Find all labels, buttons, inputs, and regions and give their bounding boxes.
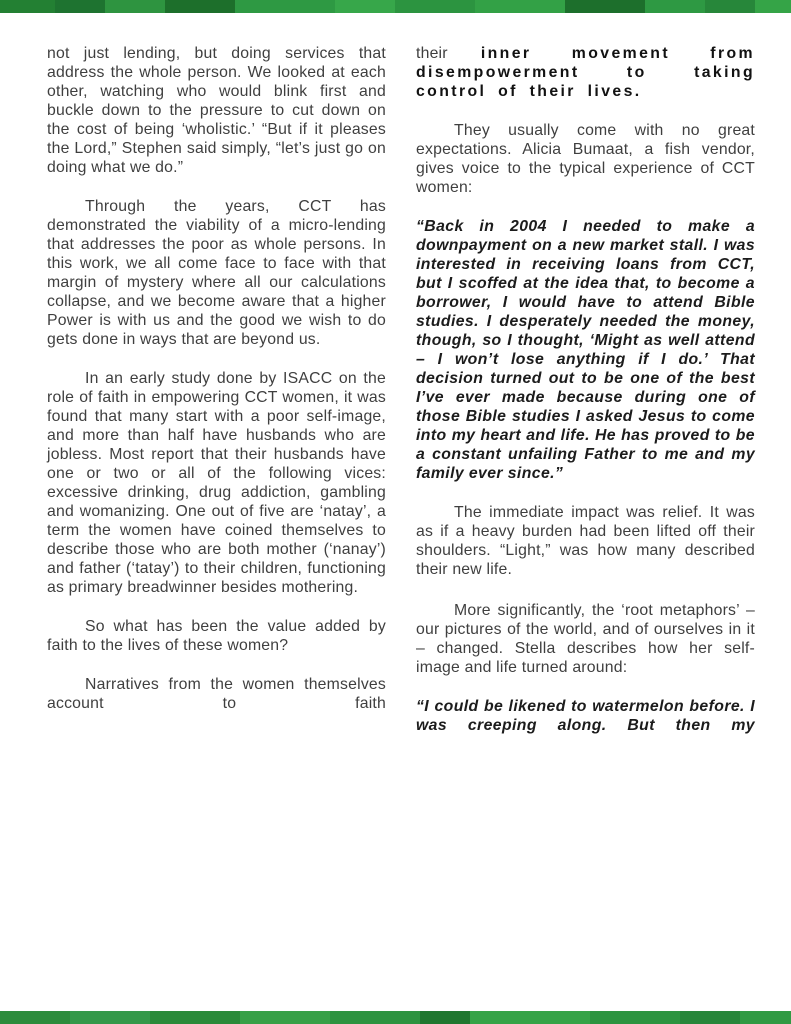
paragraph: The immediate impact was relief. It was as if a heavy burden had been lifted off their shoulders. “Light,” was how many described their new life.	[416, 504, 755, 578]
paragraph-continuation: not just lending, but doing services that address the whole person. We looked at each other, watching who would blink first and buckle down to the pressure to cut down on the cost of being ‘wholistic.’ “But if it pleases the Lord,” Stephen said simply, “let’s just go on doing what we do.”	[47, 45, 386, 176]
quote-paragraph-alicia: “Back in 2004 I needed to make a downpayment on a new market stall. I was interested in receiving loans from CCT, but I scoffed at the idea that, to become a borrower, I would have to attend Bible studies. I desperately needed the money, though, so I thought, ‘Might as well attend – I won’t lose anything if I do.’ That decision turned out to be one of the best I’ve ever made because during one of those Bible studies I asked Jesus to come into my heart and life. He has proved to be a constant unfailing Father to me and my family ever since.”	[416, 218, 755, 482]
top-banner-image	[0, 0, 791, 13]
paragraph-emphasis-continuation	[416, 44, 755, 101]
emphasis-text: inner movement from disempowerment to taking control of their lives.	[416, 45, 755, 100]
paragraph: In an early study done by ISACC on the role of faith in empowering CCT women, it was found that many start with a poor self-image, and more than half have husbands who are jobless. Most report that their husbands have one or two or all of the following vices: excessive drinking, drug addiction, gambling and womanizing. One out of five are ‘natay’, a term the women have coined themselves to describe those who are both mother (‘nanay’) and father (‘tatay’) to their children, functioning as primary breadwinner besides mothering.	[47, 370, 386, 596]
right-column	[416, 44, 755, 755]
lead-text: their	[416, 45, 481, 62]
bottom-banner-image	[0, 1011, 791, 1024]
paragraph: They usually come with no great expectations. Alicia Bumaat, a fish vendor, gives voice to the typical experience of CCT women:	[416, 122, 755, 196]
paragraph-question: So what has been the value added by faith to the lives of these women?	[47, 618, 386, 654]
paragraph: More significantly, the ‘root metaphors’ – our pictures of the world, and of ourselves in it – changed. Stella describes how her self-image and life turned around:	[416, 602, 755, 676]
paragraph-runover: Narratives from the women themselves account to faith	[47, 676, 386, 712]
text-columns	[47, 44, 755, 755]
quote-paragraph-stella-runover: “I could be likened to watermelon before. I was creeping along. But then my	[416, 698, 755, 734]
left-column	[47, 44, 386, 755]
paragraph: Through the years, CCT has demonstrated the viability of a micro-lending that addresses the poor as whole persons. In this work, we all come face to face with that margin of mystery where all our calculations collapse, and we become aware that a higher Power is with us and the good we wish to do gets done in ways that are beyond us.	[47, 198, 386, 348]
